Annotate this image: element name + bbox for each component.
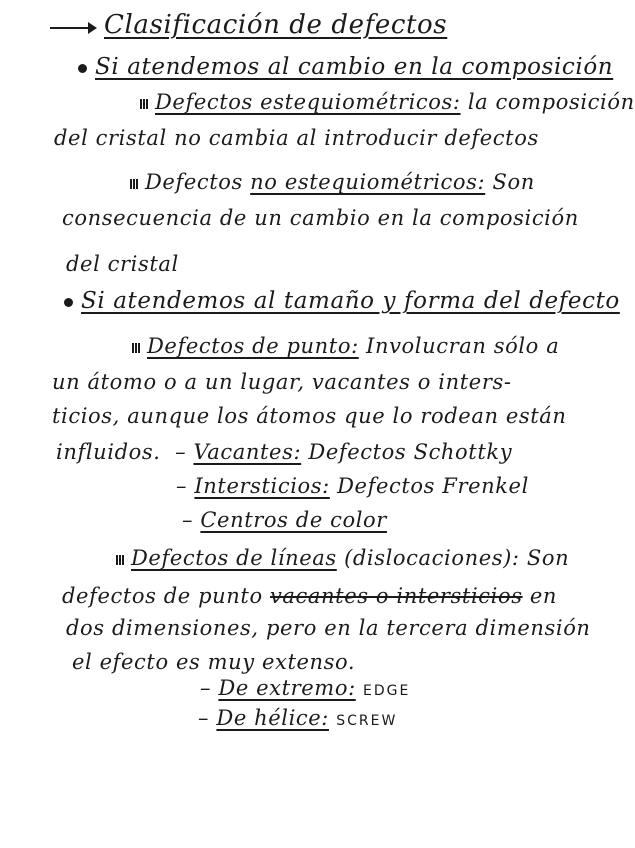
struck-text: vacantes o intersticios (269, 584, 523, 608)
stoich-line-2: del cristal no cambia al introducir defectos (54, 126, 539, 150)
line-defects-text-2b: en (529, 584, 558, 608)
edge-line: – De extremo: EDGE (200, 676, 411, 700)
screw-line: – De hélice: SCREW (198, 706, 398, 730)
nonstoich-line-2: consecuencia de un cambio en la composición (62, 206, 579, 230)
stoich-label: Defectos estequiométricos: (155, 90, 461, 114)
section-heading-size (64, 288, 620, 314)
square-bullet-icon (116, 555, 125, 565)
screw-text: SCREW (336, 713, 398, 729)
page-title: Clasificación de defectos (104, 10, 448, 40)
square-bullet-icon (140, 99, 149, 109)
line-defects-line-4: el efecto es muy extenso. (72, 650, 356, 674)
nonstoich-label: no estequiométricos: (250, 170, 486, 194)
point-label: Defectos de punto: (147, 334, 359, 358)
line-defects-label: Defectos de líneas (131, 546, 337, 570)
nonstoich-text: Son (492, 170, 535, 194)
section-heading-composition (78, 54, 613, 80)
bullet-icon (64, 298, 73, 307)
line-defects-line-3: dos dimensiones, pero en la tercera dimensión (66, 616, 591, 640)
point-line-5: – Intersticios: Defectos Frenkel (176, 474, 529, 498)
line-defects-text-2a: defectos de punto (62, 584, 263, 608)
vacancies-text: Defectos Schottky (308, 440, 513, 464)
point-text: Involucran sólo a (366, 334, 560, 358)
interstitials-text: Defectos Frenkel (337, 474, 529, 498)
stoich-text: la composición (467, 90, 635, 114)
heading-text: Si atendemos al tamaño y forma del defecto (81, 288, 620, 314)
color-centers-label: Centros de color (200, 508, 387, 532)
line-defects-text: Son (526, 546, 570, 570)
edge-label: De extremo: (218, 676, 356, 700)
point-line-2: un átomo o a un lugar, vacantes o inters- (52, 370, 512, 394)
nonstoich-line-3: del cristal (66, 252, 179, 276)
point-line-1 (132, 334, 559, 358)
square-bullet-icon (130, 179, 139, 189)
screw-label: De hélice: (216, 706, 329, 730)
interstitials-label: Intersticios: (194, 474, 330, 498)
edge-text: EDGE (363, 683, 411, 699)
line-defects-line-1 (116, 546, 569, 570)
point-text-4: influidos. (56, 440, 161, 464)
point-line-6: – Centros de color (182, 508, 387, 532)
vacancies-label: Vacantes: (193, 440, 302, 464)
point-line-4: influidos. – Vacantes: Defectos Schottky (56, 440, 513, 464)
bullet-icon (78, 64, 87, 73)
square-bullet-icon (132, 343, 141, 353)
heading-text: Si atendemos al cambio en la composición (95, 54, 614, 80)
point-line-3: ticios, aunque los átomos que lo rodean están (52, 404, 567, 428)
line-defects-line-2 (62, 584, 557, 608)
line-defects-paren: (dislocaciones): (344, 546, 520, 570)
nonstoich-line-1 (130, 170, 535, 194)
arrow-icon (48, 20, 98, 36)
stoich-line-1 (140, 90, 635, 114)
nonstoich-label-prefix: Defectos (145, 170, 243, 194)
